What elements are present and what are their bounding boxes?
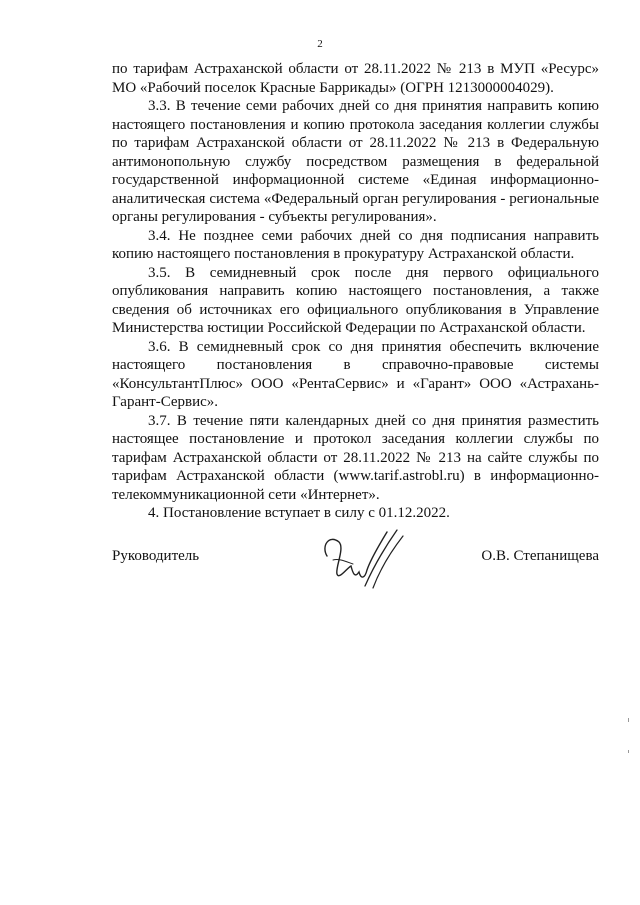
- paragraph-3-6: 3.6. В семидневный срок со дня принятия обеспечить включение настоящего постановления в справочно-правовые системы «КонсультантПлюс» ООО «РентаСервис» и «Гарант» ООО «Астрахань-Гарант-Сервис».: [112, 338, 599, 410]
- signer-title: Руководитель: [112, 548, 200, 564]
- scan-mark: [628, 750, 629, 753]
- paragraph-4: 4. Постановление вступает в силу с 01.12.2022.: [148, 505, 450, 521]
- signature-block: [112, 548, 599, 588]
- signer-name: О.В. Степанищева: [481, 548, 599, 564]
- paragraph-3-4: 3.4. Не позднее семи рабочих дней со дня подписания направить копию настоящего постановления в прокуратуру Астраханской области.: [112, 227, 599, 262]
- paragraph-3-7: 3.7. В течение пяти календарных дней со дня принятия разместить настоящее постановление и протокол заседания коллегии службы по тарифам Астраханской области от 28.11.2022 № 213 на сайте службы по тарифам Астраханской области (www.tarif.astrobl.ru) в информационно-телекоммуникационной сети «Интернет».: [112, 412, 599, 503]
- paragraph-3-5: 3.5. В семидневный срок после дня первого официального опубликования направить копию настоящего постановления, а также сведения об источниках его официального опубликования в Управление Министерства юстиции Российской Федерации по Астраханской области.: [112, 264, 599, 336]
- paragraph-continuation: по тарифам Астраханской области от 28.11.2022 № 213 в МУП «Ресурс» МО «Рабочий поселок Красные Баррикады» (ОГРН 1213000004029).: [112, 61, 599, 96]
- paragraph-3-3: 3.3. В течение семи рабочих дней со дня принятия направить копию настоящего постановления и копию протокола заседания коллегии службы по тарифам Астраханской области от 28.11.2022 № 213 в Федеральную антимонопольную службу посредством размещения в федеральной государственной информационной системе «Единая информационно-аналитическая система «Федеральный орган регулирования - региональные органы регулирования - субъекты регулирования».: [112, 98, 599, 225]
- scan-mark: [628, 718, 629, 722]
- handwritten-signature: [317, 528, 407, 590]
- page-number: 2: [317, 38, 323, 50]
- document-body: [112, 60, 599, 523]
